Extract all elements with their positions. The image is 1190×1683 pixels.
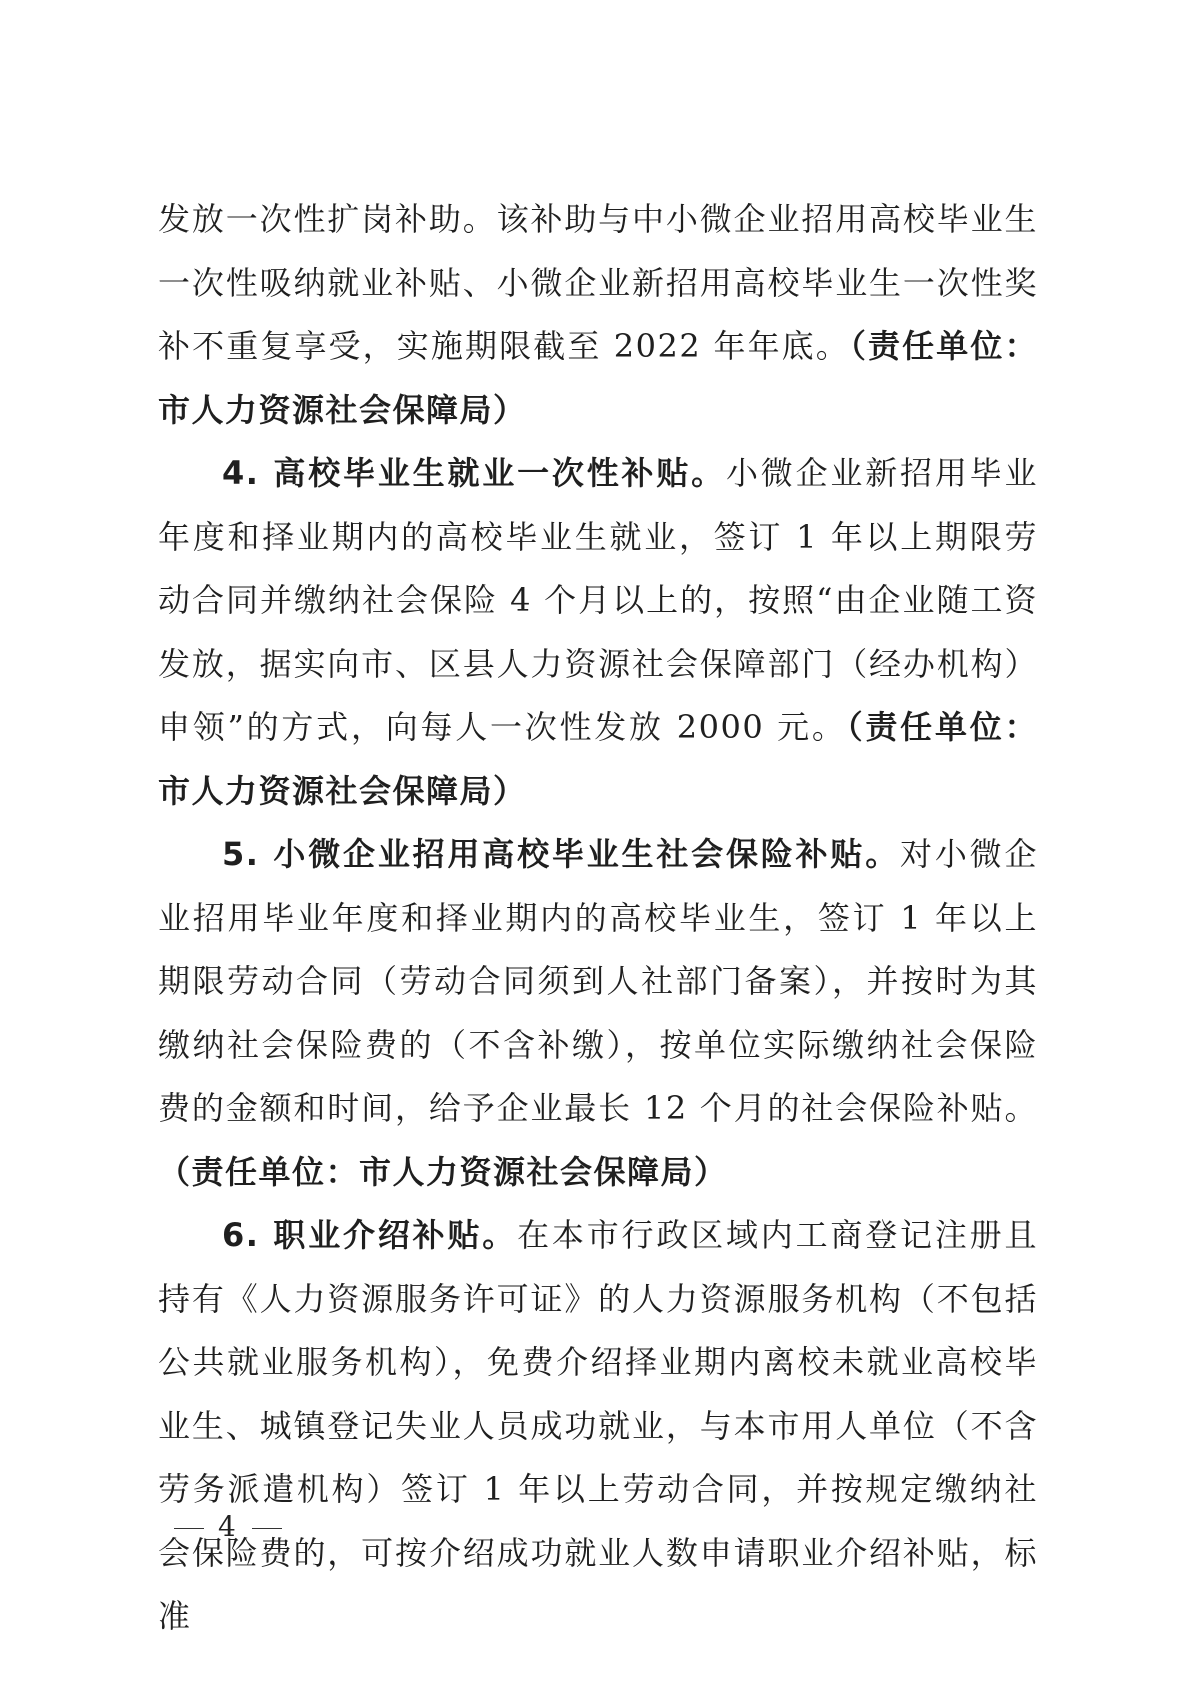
paragraph-item-6 [158, 1204, 1038, 1649]
responsibility-note: （责任单位：市人力资源社会保障局） [158, 1152, 728, 1191]
responsibility-note: （责任单位：市人力资源社会保障局） [158, 327, 1038, 429]
page-footer [160, 1510, 296, 1543]
item-heading: 6. 职业介绍补贴。 [222, 1216, 518, 1254]
document-body [158, 188, 1038, 1649]
item-heading: 4. 高校毕业生就业一次性补贴。 [222, 454, 726, 492]
paragraph-body: 小微企业新招用毕业年度和择业期内的高校毕业生就业，签订 1 年以上期限劳动合同并缴纳社会保险 4 个月以上的，按照“由企业随工资发放，据实向市、区县人力资源社会保障部门（经办机构）申领”的方式，向每人一次性发放 2000 元。 [158, 454, 1038, 746]
paragraph-item-5 [158, 823, 1038, 1204]
page-number: 4 [218, 1510, 238, 1543]
footer-dash-right [252, 1528, 282, 1530]
paragraph-body: 对小微企业招用毕业年度和择业期内的高校毕业生，签订 1 年以上期限劳动合同（劳动合同须到人社部门备案），并按时为其缴纳社会保险费的（不含补缴），按单位实际缴纳社会保险费的金额和时间，给予企业最长 12 个月的社会保险补贴。 [158, 835, 1038, 1127]
paragraph-body: 发放一次性扩岗补助。该补助与中小微企业招用高校毕业生一次性吸纳就业补贴、小微企业新招用高校毕业生一次性奖补不重复享受，实施期限截至 2022 年年底。 [158, 200, 1038, 365]
paragraph-body: 在本市行政区域内工商登记注册且持有《人力资源服务许可证》的人力资源服务机构（不包括公共就业服务机构），免费介绍择业期内离校未就业高校毕业生、城镇登记失业人员成功就业，与本市用人单位（不含劳务派遣机构）签订 1 年以上劳动合同，并按规定缴纳社会保险费的，可按介绍成功就业人数申请职业介绍补贴，标准 [158, 1216, 1038, 1635]
footer-dash-left [174, 1528, 204, 1530]
paragraph-continuation [158, 188, 1038, 442]
responsibility-note: （责任单位：市人力资源社会保障局） [158, 708, 1038, 810]
paragraph-item-4 [158, 442, 1038, 823]
item-heading: 5. 小微企业招用高校毕业生社会保险补贴。 [222, 835, 901, 873]
